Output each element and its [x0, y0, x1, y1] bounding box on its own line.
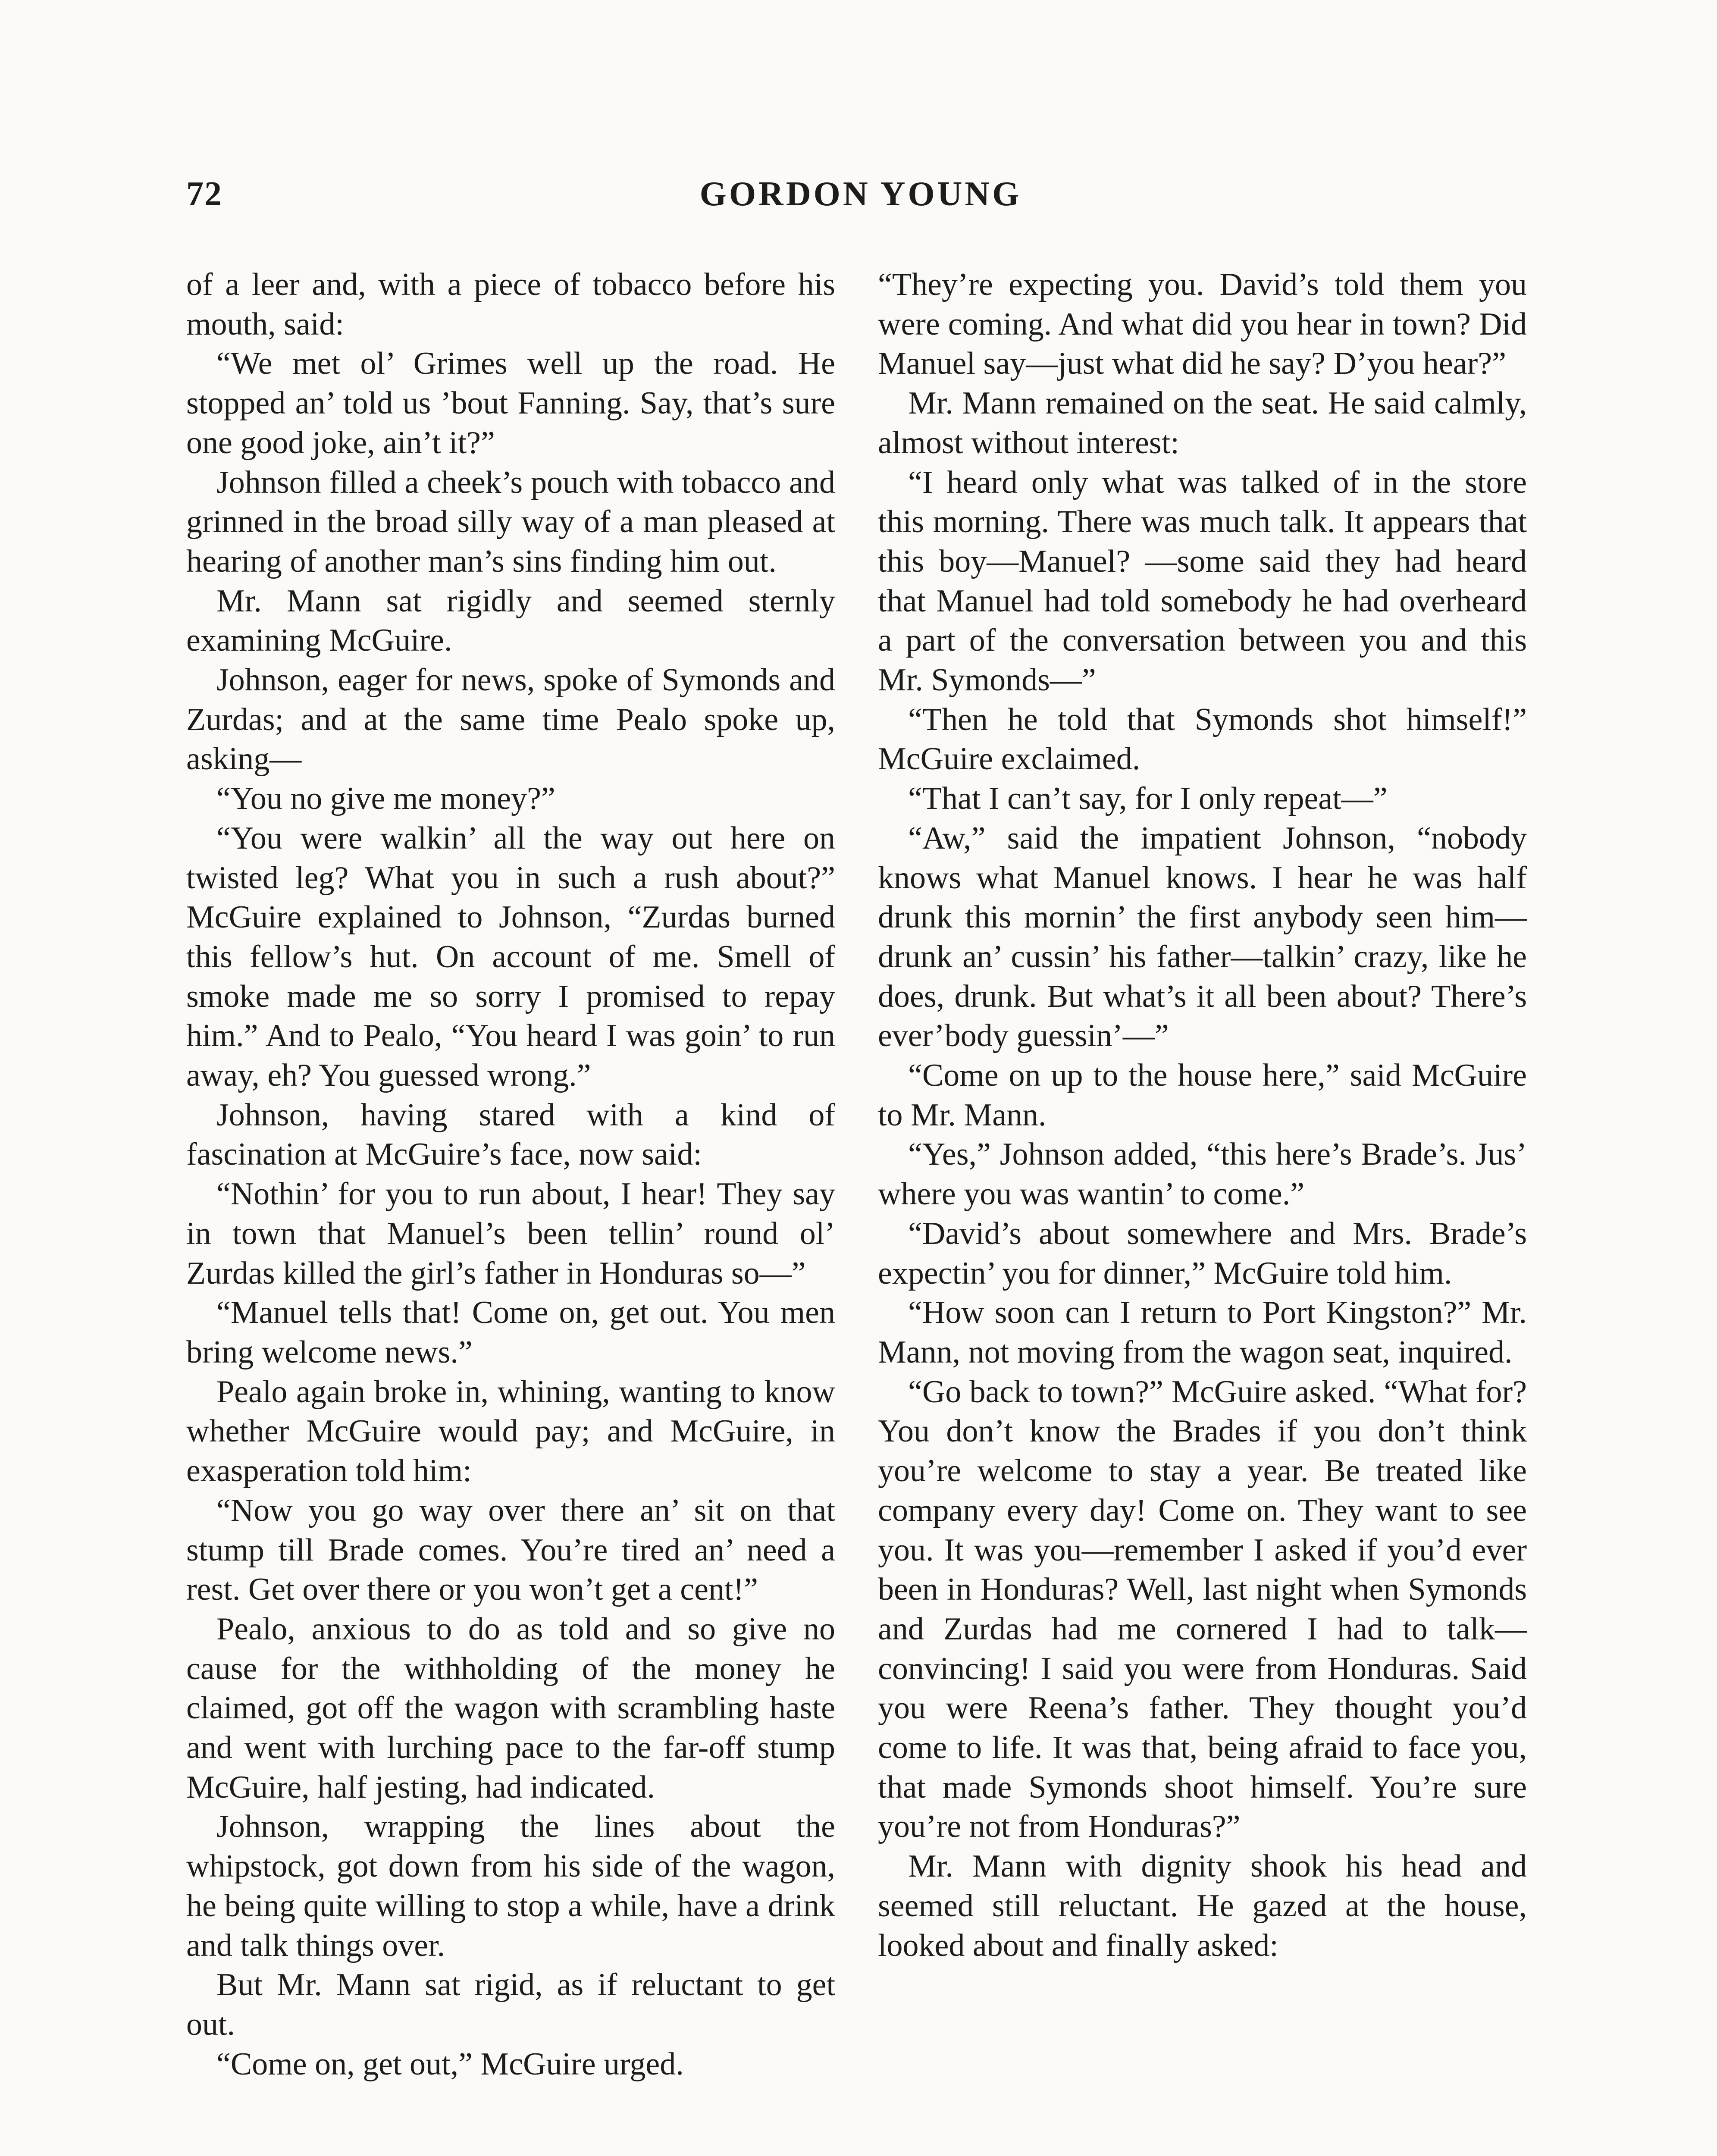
paragraph: “Come on up to the house here,” said McGuire to Mr. Mann.	[878, 1058, 1527, 1133]
paragraph: of a leer and, with a piece of tobacco before his mouth, said:	[186, 267, 835, 342]
page-header	[186, 175, 1535, 222]
paragraph: “That I can’t say, for I only repeat—”	[908, 781, 1388, 817]
paragraph: Johnson, eager for news, spoke of Symonds and Zurdas; and at the same time Pealo spoke up, asking—	[186, 662, 835, 777]
paragraph: “I heard only what was talked of in the store this morning. There was much talk. It appears that this boy—Manuel? —some said they had heard that Manuel had told somebody he had overheard a part of the conversation between you and this Mr. Symonds—”	[878, 464, 1527, 698]
paragraph: “We met ol’ Grimes well up the road. He stopped an’ told us ’bout Fanning. Say, that’s sure one good joke, ain’t it?”	[186, 346, 835, 461]
paragraph: “You no give me money?”	[216, 781, 555, 817]
paragraph: “Go back to town?” McGuire asked. “What for? You don’t know the Brades if you don’t think you’re welcome to stay a year. Be treated like company every day! Come on. They want to see you. It was you—remember I asked if you’d ever been in Honduras? Well, last night when Symonds and Zurdas had me cornered I had to talk—convincing! I said you were from Honduras. Said you were Reena’s father. They thought you’d come to life. It was that, being afraid to face you, that made Symonds shoot himself. You’re sure you’re not from Honduras?”	[878, 1374, 1527, 1845]
paragraph: Pealo again broke in, whining, wanting to know whether McGuire would pay; and McGuire, in exasperation told him:	[186, 1374, 835, 1489]
paragraph: “They’re expecting you. David’s told them you were coming. And what did you hear in town? Did Manuel say—just what did he say? D’you hear?”	[878, 267, 1527, 382]
paragraph: “How soon can I return to Port Kingston?” Mr. Mann, not moving from the wagon seat, inquired.	[878, 1295, 1527, 1370]
paragraph: Johnson filled a cheek’s pouch with tobacco and grinned in the broad silly way of a man pleased at hearing of another man’s sins finding him out.	[186, 464, 835, 579]
paragraph: Pealo, anxious to do as told and so give no cause for the withholding of the money he claimed, got off the wagon with scrambling haste and went with lurching pace to the far-off stump McGuire, half jesting, had indicated.	[186, 1611, 835, 1805]
paragraph: “Manuel tells that! Come on, get out. You men bring welcome news.”	[186, 1295, 835, 1370]
paragraph: Johnson, having stared with a kind of fascination at McGuire’s face, now said:	[186, 1097, 835, 1172]
paragraph: But Mr. Mann sat rigid, as if reluctant to get out.	[186, 1967, 835, 2042]
paragraph: “Then he told that Symonds shot himself!” McGuire exclaimed.	[878, 702, 1527, 777]
paragraph: “David’s about somewhere and Mrs. Brade’s expectin’ you for dinner,” McGuire told him.	[878, 1216, 1527, 1291]
paragraph: Mr. Mann sat rigidly and seemed sternly examining McGuire.	[186, 583, 835, 658]
paragraph: Mr. Mann with dignity shook his head and seemed still reluctant. He gazed at the house, looked about and finally asked:	[878, 1849, 1527, 1963]
paragraph: “Aw,” said the impatient Johnson, “nobody knows what Manuel knows. I hear he was half drunk this mornin’ the first anybody seen him—drunk an’ cussin’ his father—talkin’ crazy, like he does, drunk. But what’s it all been about? There’s ever’body guessin’—”	[878, 820, 1527, 1054]
running-head: GORDON YOUNG	[699, 175, 1022, 213]
paragraph: “Nothin’ for you to run about, I hear! They say in town that Manuel’s been tellin’ round ol’ Zurdas killed the girl’s father in Honduras so—”	[186, 1176, 835, 1291]
paragraph: “Now you go way over there an’ sit on that stump till Brade comes. You’re tired an’ need a rest. Get over there or you won’t get a cent!”	[186, 1492, 835, 1608]
paragraph: “Yes,” Johnson added, “this here’s Brade’s. Jus’ where you was wantin’ to come.”	[878, 1137, 1527, 1212]
page-number: 72	[186, 175, 222, 213]
paragraph: “Come on, get out,” McGuire urged.	[216, 2046, 684, 2082]
paragraph: Mr. Mann remained on the seat. He said calmly, almost without interest:	[878, 385, 1527, 461]
text-column-left	[186, 265, 835, 2084]
paragraph: Johnson, wrapping the lines about the whipstock, got down from his side of the wagon, he being quite willing to stop a while, have a drink and talk things over.	[186, 1809, 835, 1963]
text-column-right	[878, 265, 1527, 1965]
paragraph: “You were walkin’ all the way out here on twisted leg? What you in such a rush about?” McGuire explained to Johnson, “Zurdas burned this fellow’s hut. On account of me. Smell of smoke made me so sorry I promised to repay him.” And to Pealo, “You heard I was goin’ to run away, eh? You guessed wrong.”	[186, 820, 835, 1094]
